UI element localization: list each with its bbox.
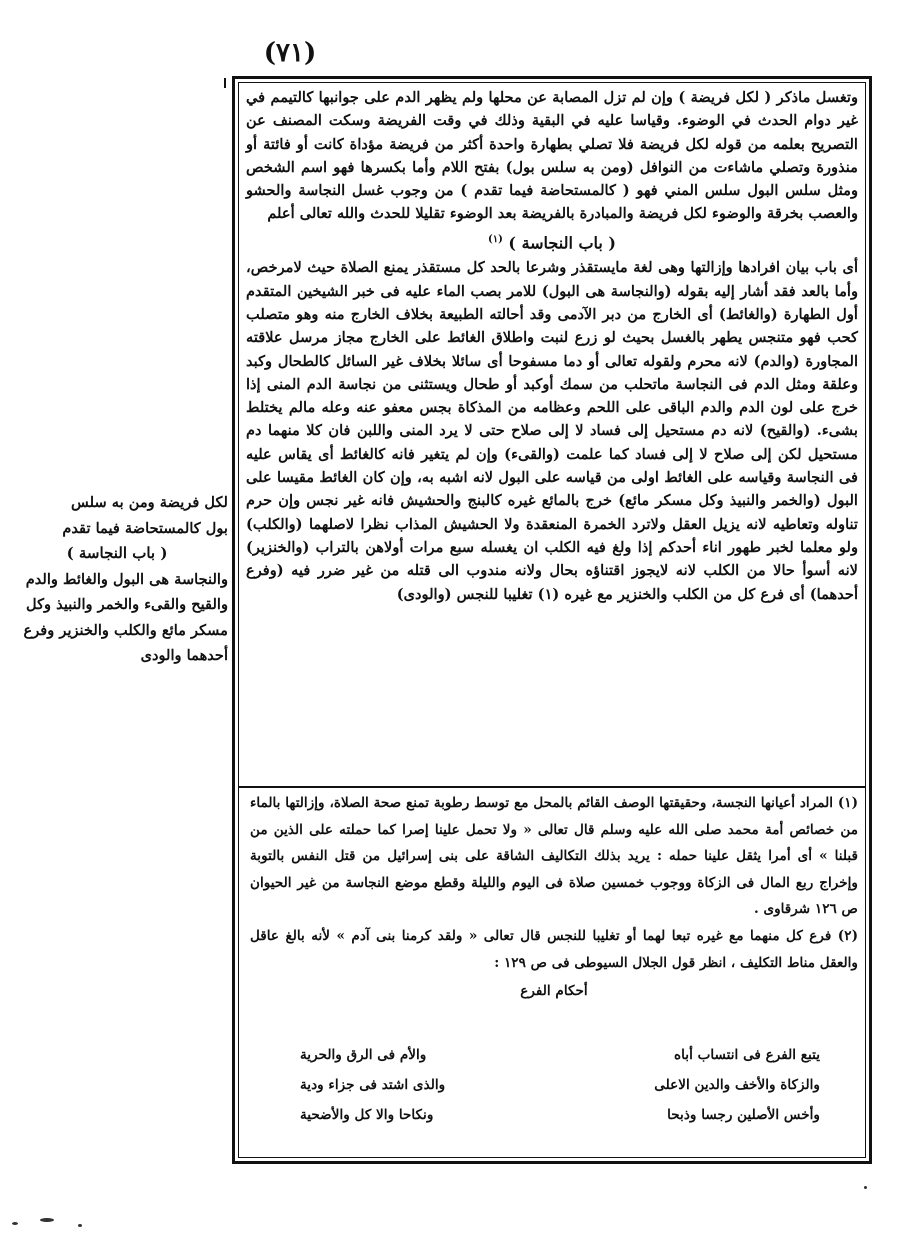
margin-tick xyxy=(224,78,226,88)
poem-line xyxy=(300,1040,820,1070)
paragraph-1: وتغسل ماذكر ( لكل فريضة ) وإن لم تزل المصابة عن محلها ولم يظهر الدم على جوانبها كالتيمم في غير دوام الحدث في الوضوء. وقياسا عليه في البقية وذلك في وقت الفريضة وسكت المصنف عن التصريح بعلمه من قوله لكل فريضة فلا تصلي بطهارة واحدة أكثر من فريضة مؤداة كانت أو فائتة أو منذورة وتصلي ماشاءت من النوافل (ومن به سلس بول) بفتح اللام وأما بكسرها فهو اسم الشخص ومثل سلس البول سلس المني فهو ( كالمستحاضة فيما تقدم ) من وجوب غسل النجاسة والحشو والعصب بخرقة والوضوء لكل فريضة والمبادرة بالفريضة بعد الوضوء تقليلا للحدث والله تعالى أعلم xyxy=(246,89,858,223)
margin-body: والنجاسة هى البول والغائط والدم والقيح والقىء والخمر والنبيذ وكل مسكر مائع والكلب والخنزير وفرع أحدهما والودى xyxy=(23,570,228,664)
footnote-1: (١) المراد أعيانها النجسة، وحقيقتها الوصف القائم بالمحل مع توسط رطوبة تمنع صحة الصلاة، وإزالتها بالماء من خصائص أمة محمد صلى الله عليه وسلم قال تعالى « ولا تحمل علينا إصرا كما حملته على الذين من قبلنا » أى أمرا يثقل علينا حمله : يريد بذلك التكاليف الشاقة على بنى إسرائيل من قتل النفس بالتوبة وإخراج ربع المال فى الزكاة ووجوب خمسين صلاة فى اليوم والليلة وقطع موضع النجاسة من غير الحيوان ص ١٢٦ شرقاوى . xyxy=(250,795,858,918)
main-commentary xyxy=(246,86,858,786)
poem-title: أحكام الفرع xyxy=(520,983,588,1000)
poem-hemistich-second: والذى اشتد فى جزاء ودية xyxy=(300,1077,446,1093)
scan-speck xyxy=(40,1218,54,1222)
margin-matn xyxy=(6,490,228,669)
poem-hemistich-first: وأخس الأصلين رجسا وذبحا xyxy=(667,1107,820,1123)
margin-line-2: بول كالمستحاضة فيما تقدم xyxy=(62,519,228,537)
chapter-heading-text: ( باب النجاسة ) xyxy=(508,233,616,253)
margin-heading: ( باب النجاسة ) xyxy=(66,544,168,562)
margin-line-1: لكل فريضة ومن به سلس xyxy=(71,494,228,511)
poem-line xyxy=(300,1100,820,1130)
poem-hemistich-first: والزكاة والأخف والدين الاعلى xyxy=(654,1077,820,1093)
poem-hemistich-first: يتبع الفرع فى انتساب أباه xyxy=(674,1047,820,1063)
poem-hemistich-second: والأم فى الرق والحرية xyxy=(300,1047,427,1063)
scan-speck xyxy=(12,1222,18,1225)
scan-speck xyxy=(78,1224,82,1227)
footnotes xyxy=(250,790,858,1005)
footnote-2: (٢) فرع كل منهما مع غيره تبعا لهما أو تغليبا للنجس قال تعالى « ولقد كرمنا بنى آدم » لأنه بالغ عاقل والعقل مناط التكليف ، انظر قول الجلال السيوطى فى ص ١٢٩ : xyxy=(250,927,858,971)
poem-line xyxy=(300,1070,820,1100)
page-number: (٧١) xyxy=(263,38,317,68)
poem xyxy=(300,1040,820,1130)
footnote-ref-1: (١) xyxy=(488,233,503,245)
paragraph-2: أى باب بيان افرادها وإزالتها وهى لغة مايستقذر وشرعا بالحد كل مستقذر يمنع الصلاة حيث لامرخص، وأما بالعد فقد أشار إليه بقوله (والنجاسة هى البول) للامر بصب الماء عليه فى خبر الشيخين المتقدم أول الطهارة (والغائط) أى الخارج من دبر الآدمى وقد أحالته الطبيعة بخلاف الخارج منه وهو متصلب كحب فهو متنجس يطهر بالغسل بحيث لو زرع لنبت واطلاق الغائط على الخارج مجاز مرسل علاقته المجاورة (والدم) لانه محرم ولقوله تعالى أو دما مسفوحا أى سائلا بخلاف غير السائل كالطحال وكبد وعلقة ومثل الدم فى النجاسة ماتحلب من سمك أوكبد أو طحال ويستثنى من نجاسة الدم المنى إذا خرج على لون الدم والدم الباقى على اللحم وعظامه من المذكاة بجس معفو عنه وعله مالم يختلط بشىء. (والقيح) لانه دم مستحيل إلى فساد لا إلى صلاح حتى لا يرد المنى واللبن فان كلا منهما دم مستحيل لكن إلى صلاح لا إلى فساد كما علمت (والقىء) وإن لم يتغير فانه كالغائط أى يقاس عليه فى النجاسة وقياسه على الغائط اولى من قياسه على البول لانه اشبه به، وإن كان الغائط مقيسا على البول (والخمر والنبيذ وكل مسكر مائع) خرج بالمائع غيره كالبنج والحشيش فانه غير نجس وإن حرم تناوله وتعاطيه لانه يزيل العقل ولاترد الخمرة المنعقدة ولا الحشيش المذاب نظرا لاصلهما (والكلب) ولو معلما لخبر طهور اناء أحدكم إذا ولغ فيه الكلب ان يغسله سبع مرات أولاهن بالتراب (والخنزير) لانه أسوأ حالا من الكلب لانه لايجوز اقتناؤه بحال ولانه مندوب الى قتله من غير ضرر فيه (وفرع أحدهما) أى فرع كل من الكلب والخنزير مع غيره (١) تغليبا للنجس (والودى) xyxy=(246,259,858,603)
poem-hemistich-second: ونكاحا والا كل والأضحية xyxy=(300,1107,434,1123)
chapter-heading xyxy=(246,228,858,255)
scan-speck xyxy=(864,1186,867,1189)
footnote-separator xyxy=(238,786,866,788)
